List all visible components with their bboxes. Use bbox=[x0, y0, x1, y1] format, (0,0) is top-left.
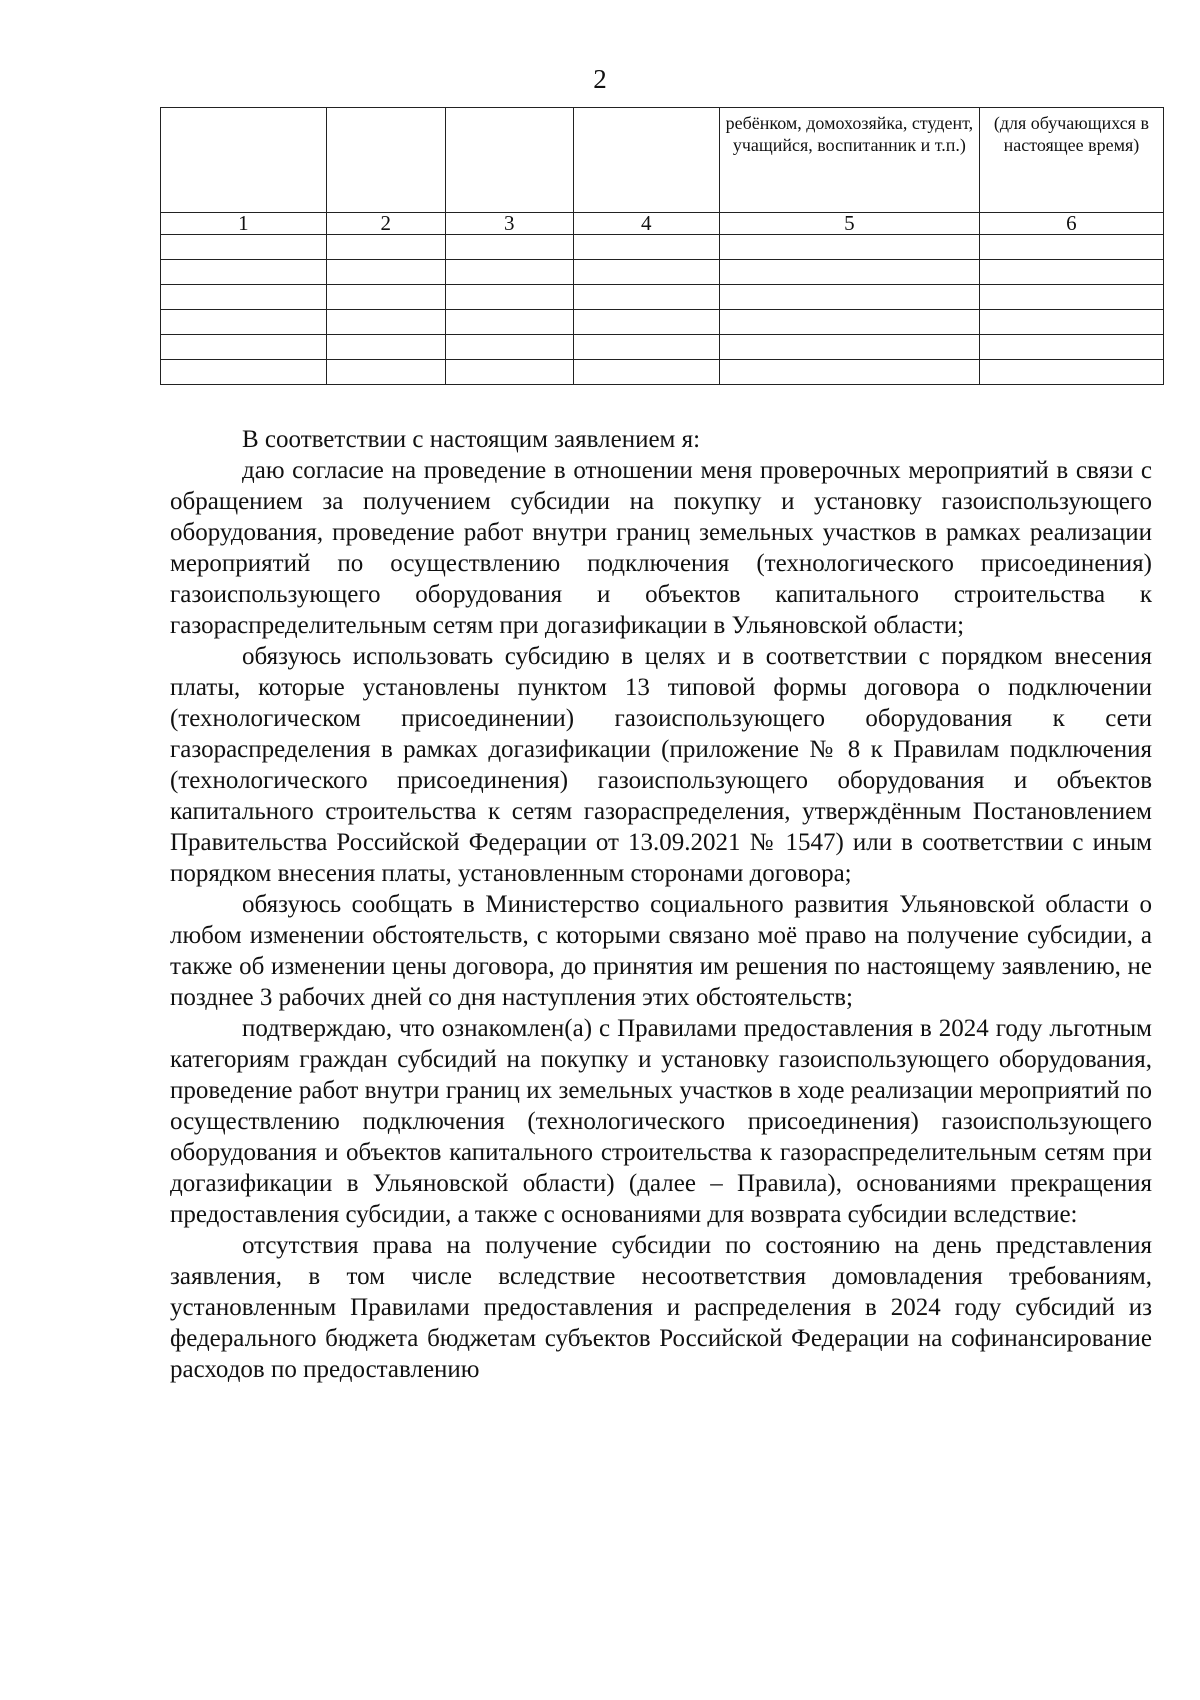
obligation-notify-paragraph: обязуюсь сообщать в Министерство социального развития Ульяновской области о любом изменении обстоятельств, с которыми связано моё право на получение субсидии, а также об изменении цены договора, до принятия им решения по настоящему заявлению, не позднее 3 рабочих дней со дня наступления этих обстоятельств; bbox=[170, 891, 1152, 1011]
table-cell[interactable] bbox=[573, 310, 719, 335]
consent-paragraph: даю согласие на проведение в отношении меня проверочных мероприятий в связи с обращением за получением субсидии на покупку и установку газоиспользующего оборудования, проведение работ внутри границ земельных участков в рамках реализации мероприятий по осуществлению подключения (технологического присоединения) газоиспользующего оборудования и объектов капитального строительства к газораспределительным сетям при догазификации в Ульяновской области; bbox=[170, 457, 1152, 639]
table-cell[interactable] bbox=[979, 285, 1163, 310]
table-column-number-row bbox=[161, 213, 1164, 235]
table-cell[interactable] bbox=[573, 335, 719, 360]
table-cell[interactable] bbox=[979, 335, 1163, 360]
table-cell[interactable] bbox=[161, 310, 327, 335]
table-cell[interactable] bbox=[326, 235, 445, 260]
table-cell[interactable] bbox=[161, 260, 327, 285]
applicant-table bbox=[160, 107, 1164, 385]
table-cell[interactable] bbox=[326, 260, 445, 285]
table-cell[interactable] bbox=[161, 235, 327, 260]
table-cell[interactable] bbox=[445, 310, 573, 335]
table-cell[interactable] bbox=[719, 310, 979, 335]
table-header-cell bbox=[326, 108, 445, 213]
table-cell[interactable] bbox=[573, 260, 719, 285]
table-cell[interactable] bbox=[979, 235, 1163, 260]
table-header-cell bbox=[161, 108, 327, 213]
statement-body bbox=[170, 424, 1152, 1385]
table-row bbox=[161, 235, 1164, 260]
table-cell[interactable] bbox=[326, 360, 445, 385]
table-row bbox=[161, 260, 1164, 285]
table-cell[interactable] bbox=[719, 285, 979, 310]
obligation-use-paragraph: обязуюсь использовать субсидию в целях и в соответствии с порядком внесения платы, которые установлены пунктом 13 типовой формы договора о подключении (технологическом присоединении) газоиспользующего оборудования к сети газораспределения в рамках догазификации (приложение № 8 к Правилам подключения (технологического присоединения) газоиспользующего оборудования и объектов капитального строительства к сетям газораспределения, утверждённым Постановлением Правительства Российской Федерации от 13.09.2021 № 1547) или в соответствии с иным порядком внесения платы, установленным сторонами договора; bbox=[170, 643, 1152, 887]
table-row bbox=[161, 360, 1164, 385]
table-cell[interactable] bbox=[326, 310, 445, 335]
table-cell[interactable] bbox=[445, 335, 573, 360]
table-cell[interactable] bbox=[979, 310, 1163, 335]
column-number: 6 bbox=[979, 213, 1163, 235]
table-row bbox=[161, 310, 1164, 335]
table-cell[interactable] bbox=[445, 285, 573, 310]
table-row bbox=[161, 285, 1164, 310]
table-cell[interactable] bbox=[979, 360, 1163, 385]
table-header-cell bbox=[573, 108, 719, 213]
column-number: 2 bbox=[326, 213, 445, 235]
page-number: 2 bbox=[593, 64, 607, 94]
table-header-cell: (для обучающихся в настоящее время) bbox=[979, 108, 1163, 213]
confirmation-paragraph: подтверждаю, что ознакомлен(а) с Правилами предоставления в 2024 году льготным категориям граждан субсидий на покупку и установку газоиспользующего оборудования, проведение работ внутри границ их земельных участков в ходе реализации мероприятий по осуществлению подключения (технологического присоединения) газоиспользующего оборудования и объектов капитального строительства к газораспределительным сетям при догазификации в Ульяновской области) (далее – Правила), основаниями прекращения предоставления субсидии, а также с основаниями для возврата субсидии вследствие: bbox=[170, 1015, 1152, 1228]
intro-paragraph: В соответствии с настоящим заявлением я: bbox=[242, 426, 701, 453]
absence-right-paragraph: отсутствия права на получение субсидии по состоянию на день представления заявления, в том числе вследствие несоответствия домовладения требованиям, установленным Правилами предоставления и распределения в 2024 году субсидий из федерального бюджета бюджетам субъектов Российской Федерации на софинансирование расходов по предоставлению bbox=[170, 1232, 1152, 1383]
column-number: 4 bbox=[573, 213, 719, 235]
table-cell[interactable] bbox=[445, 260, 573, 285]
table-row bbox=[161, 335, 1164, 360]
table-cell[interactable] bbox=[719, 335, 979, 360]
column-number: 5 bbox=[719, 213, 979, 235]
table-header-cell bbox=[445, 108, 573, 213]
table-header-row bbox=[161, 108, 1164, 213]
table-cell[interactable] bbox=[573, 285, 719, 310]
table-cell[interactable] bbox=[445, 235, 573, 260]
table-cell[interactable] bbox=[719, 360, 979, 385]
table-cell[interactable] bbox=[979, 260, 1163, 285]
table-cell[interactable] bbox=[445, 360, 573, 385]
column-number: 1 bbox=[161, 213, 327, 235]
table-cell[interactable] bbox=[161, 285, 327, 310]
table-header-cell: ребёнком, домохозяйка, студент, учащийся, воспитанник и т.п.) bbox=[719, 108, 979, 213]
column-number: 3 bbox=[445, 213, 573, 235]
table-cell[interactable] bbox=[573, 360, 719, 385]
table-cell[interactable] bbox=[161, 360, 327, 385]
table-cell[interactable] bbox=[719, 260, 979, 285]
table-cell[interactable] bbox=[326, 285, 445, 310]
table-cell[interactable] bbox=[719, 235, 979, 260]
table-cell[interactable] bbox=[573, 235, 719, 260]
table-cell[interactable] bbox=[161, 335, 327, 360]
table-cell[interactable] bbox=[326, 335, 445, 360]
